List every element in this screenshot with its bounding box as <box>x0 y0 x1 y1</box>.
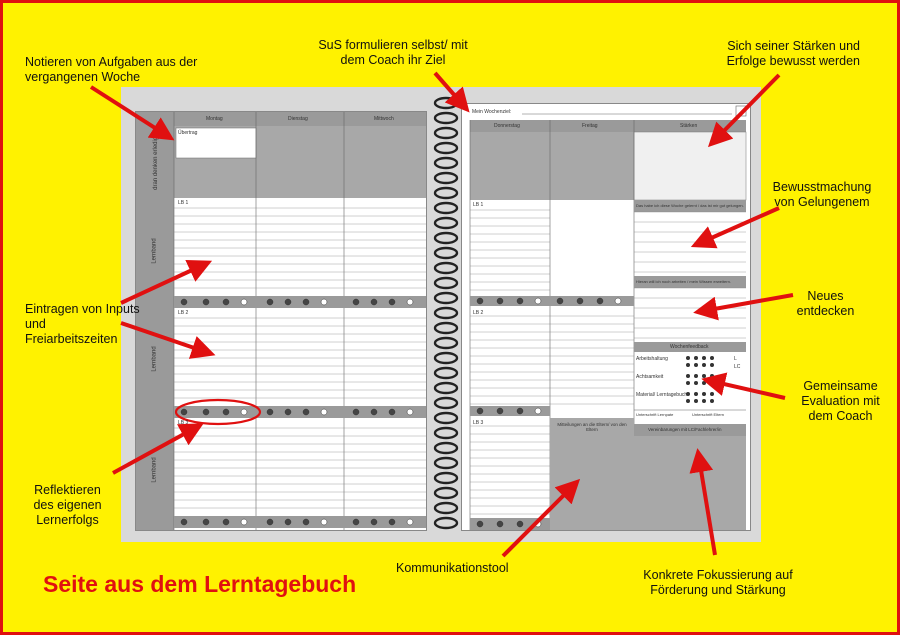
right-day-thu: Donnerstag <box>494 123 520 129</box>
feedback-row-2: Achtsamkeit <box>636 374 664 380</box>
wochenfeedback-label: Wochenfeedback <box>670 344 709 350</box>
uebertrag-label: Übertrag <box>178 130 198 136</box>
vereinbarungen-label: Vereinbarungen mit LC/Fachlehrer/in <box>648 427 722 432</box>
poster-title: Seite aus dem Lerntagebuch <box>43 571 357 597</box>
right-lb-label-3: LB 3 <box>473 420 484 426</box>
label-staerken: Sich seiner Stärken und Erfolge bewusst werden <box>726 39 860 68</box>
lb-label-1: LB 1 <box>178 200 189 206</box>
label-kommunikation: Kommunikationstool <box>396 561 509 575</box>
wochenziel-label: Mein Wochenziel: <box>472 109 512 115</box>
lb-label-2: LB 2 <box>178 310 189 316</box>
arrow-ziel <box>435 73 463 105</box>
right-day-fri: Freitag <box>582 123 598 129</box>
band-label-2: Lernband <box>151 346 158 372</box>
label-evaluation: Gemeinsame Evaluation mit dem Coach <box>801 379 880 423</box>
arrow-reflektieren <box>113 428 195 473</box>
label-reflektieren: Reflektieren des eigenen Lernerfolgs <box>33 483 102 527</box>
lc-label-l: L <box>734 356 737 362</box>
label-gelungen: Bewusstmachung von Gelungenem <box>772 180 872 209</box>
label-neues: Neues entdecken <box>796 289 855 318</box>
right-lb-label-1: LB 1 <box>473 202 484 208</box>
signature-eltern: Unterschrift Eltern <box>692 412 725 417</box>
left-day-mon: Montag <box>206 116 223 122</box>
mitteilungen-label: Mitteilungen an die Eltern/ von den Eltern <box>557 422 627 432</box>
feedback-row-1: Arbeitshaltung <box>636 356 668 362</box>
feedback-row-3: Material/ Lerntagebuch <box>636 392 688 398</box>
label-ziel: SuS formulieren selbst/ mit dem Coach ihr Ziel <box>318 38 468 67</box>
band-label-1: Lernband <box>151 238 158 264</box>
arrow-neues <box>703 295 793 311</box>
arrow-notieren <box>91 87 166 135</box>
arrow-gelungen <box>700 208 779 243</box>
band-label-3: Lernband <box>151 457 158 483</box>
label-notieren: Notieren von Aufgaben aus der vergangenen Woche <box>25 55 198 84</box>
arrow-staerken <box>715 75 779 140</box>
right-lb-label-2: LB 2 <box>473 310 484 316</box>
label-eintragen: Eintragen von Inputs und Freiarbeitszeiten <box>25 302 140 346</box>
left-day-wed: Mittwoch <box>374 116 394 122</box>
lb-label-3: LB 3 <box>178 420 189 426</box>
left-day-tue: Dienstag <box>288 116 308 122</box>
arrow-eintragen-1 <box>121 265 203 303</box>
signature-lernpate: Unterschrift Lernpate <box>636 412 674 417</box>
arrow-kommunikation <box>503 486 573 556</box>
arrow-evaluation <box>711 381 785 398</box>
gelungen-prompt: Das habe ich diese Woche gelernt / das ist mir gut gelungen. <box>636 203 744 208</box>
lc-label-lc: LC <box>734 364 741 370</box>
side-top-label: dran denken erledigen <box>152 130 159 190</box>
staerken-col-label: Stärken <box>680 123 698 129</box>
neues-prompt: Hieran will ich noch arbeiten / mein Wissen erweitern. <box>636 279 731 284</box>
arrow-fokussierung <box>699 458 715 555</box>
label-fokussierung: Konkrete Fokussierung auf Förderung und Stärkung <box>643 568 793 597</box>
